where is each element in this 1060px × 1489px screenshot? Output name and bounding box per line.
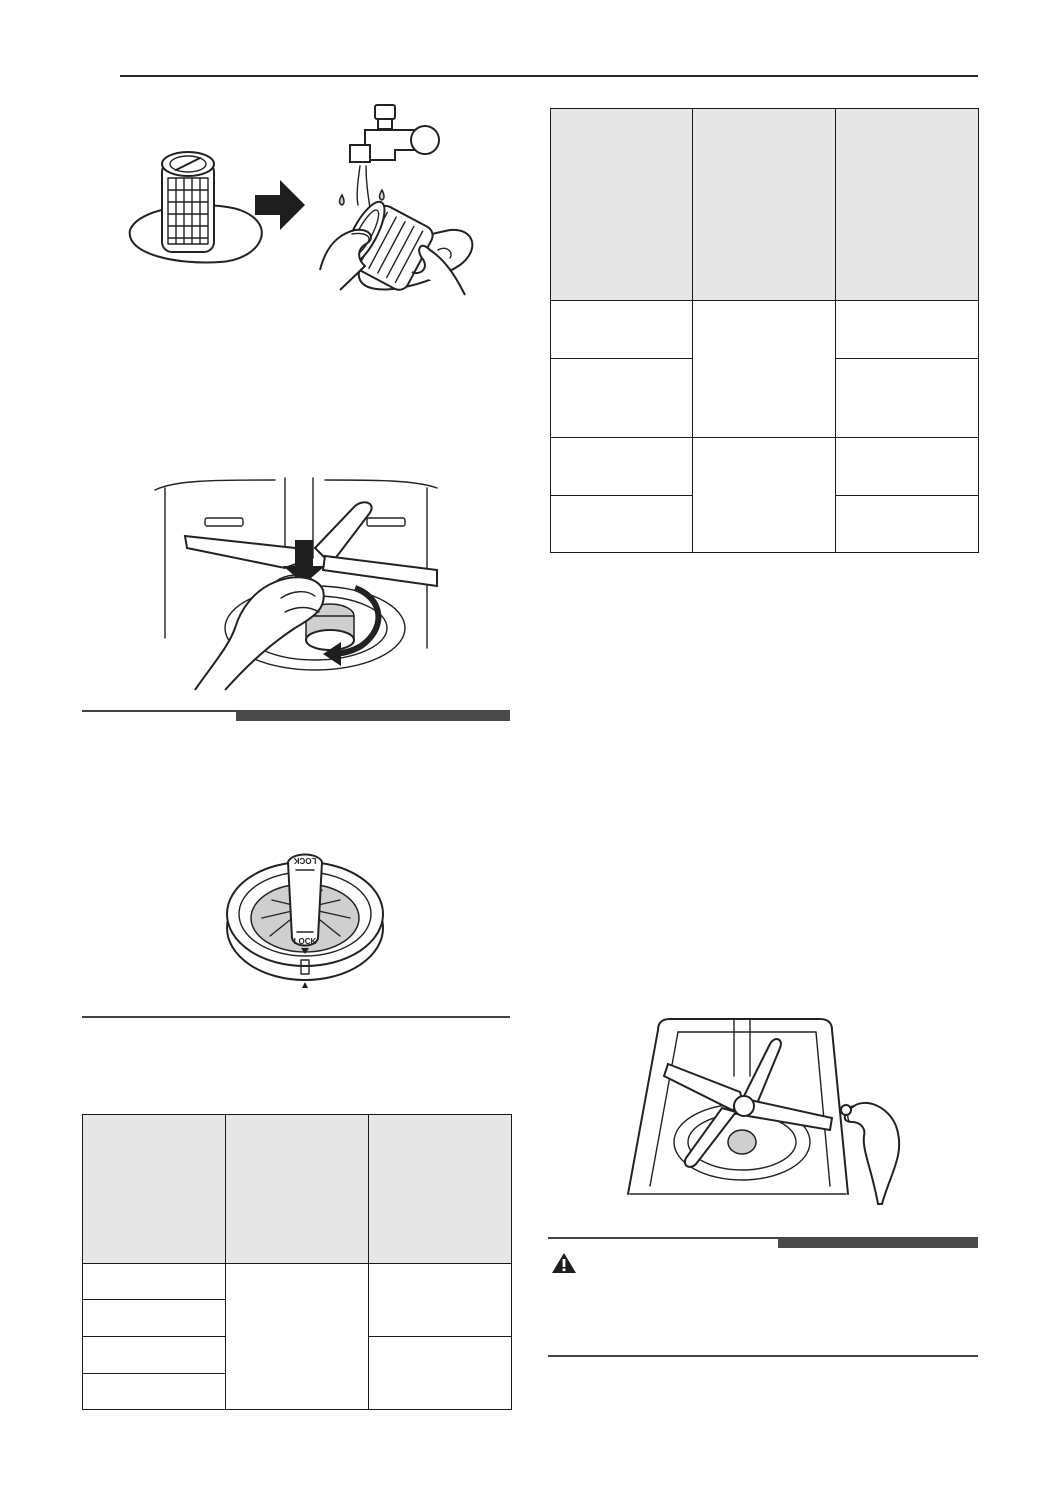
divider-right	[548, 1355, 978, 1357]
right-table	[550, 108, 979, 553]
table-cell	[551, 301, 693, 359]
lock-label-top: LOCK	[293, 856, 317, 865]
table-cell	[551, 438, 693, 496]
table-cell	[836, 438, 979, 496]
right-table-header-1	[551, 109, 693, 301]
divider-left	[82, 1016, 510, 1018]
left-table	[82, 1114, 512, 1410]
table-cell	[836, 496, 979, 553]
left-table-header-1	[83, 1115, 226, 1264]
filter-lock-illustration	[222, 848, 392, 988]
table-cell	[551, 496, 693, 553]
table-cell	[83, 1337, 226, 1374]
right-table-header-2	[693, 109, 836, 301]
section-header-left-bar	[236, 711, 510, 721]
table-cell	[836, 359, 979, 438]
table-cell	[836, 301, 979, 359]
filter-rinse-illustration	[120, 100, 480, 300]
lock-label-bottom: LOCK	[293, 937, 317, 946]
table-cell	[693, 301, 836, 438]
table-cell	[226, 1264, 369, 1410]
left-table-header-3	[369, 1115, 512, 1264]
table-cell	[369, 1337, 512, 1410]
table-cell	[369, 1264, 512, 1337]
left-table-header-2	[226, 1115, 369, 1264]
right-table-header-3	[836, 109, 979, 301]
page-header-rule	[120, 75, 978, 77]
table-cell	[551, 359, 693, 438]
warning-triangle-icon	[551, 1252, 577, 1274]
filter-install-illustration	[155, 478, 437, 693]
table-cell	[83, 1300, 226, 1337]
spray-arm-illustration	[620, 1014, 910, 1209]
section-header-right-bar	[778, 1238, 978, 1248]
table-cell	[83, 1264, 226, 1300]
table-cell	[693, 438, 836, 553]
table-cell	[83, 1374, 226, 1410]
